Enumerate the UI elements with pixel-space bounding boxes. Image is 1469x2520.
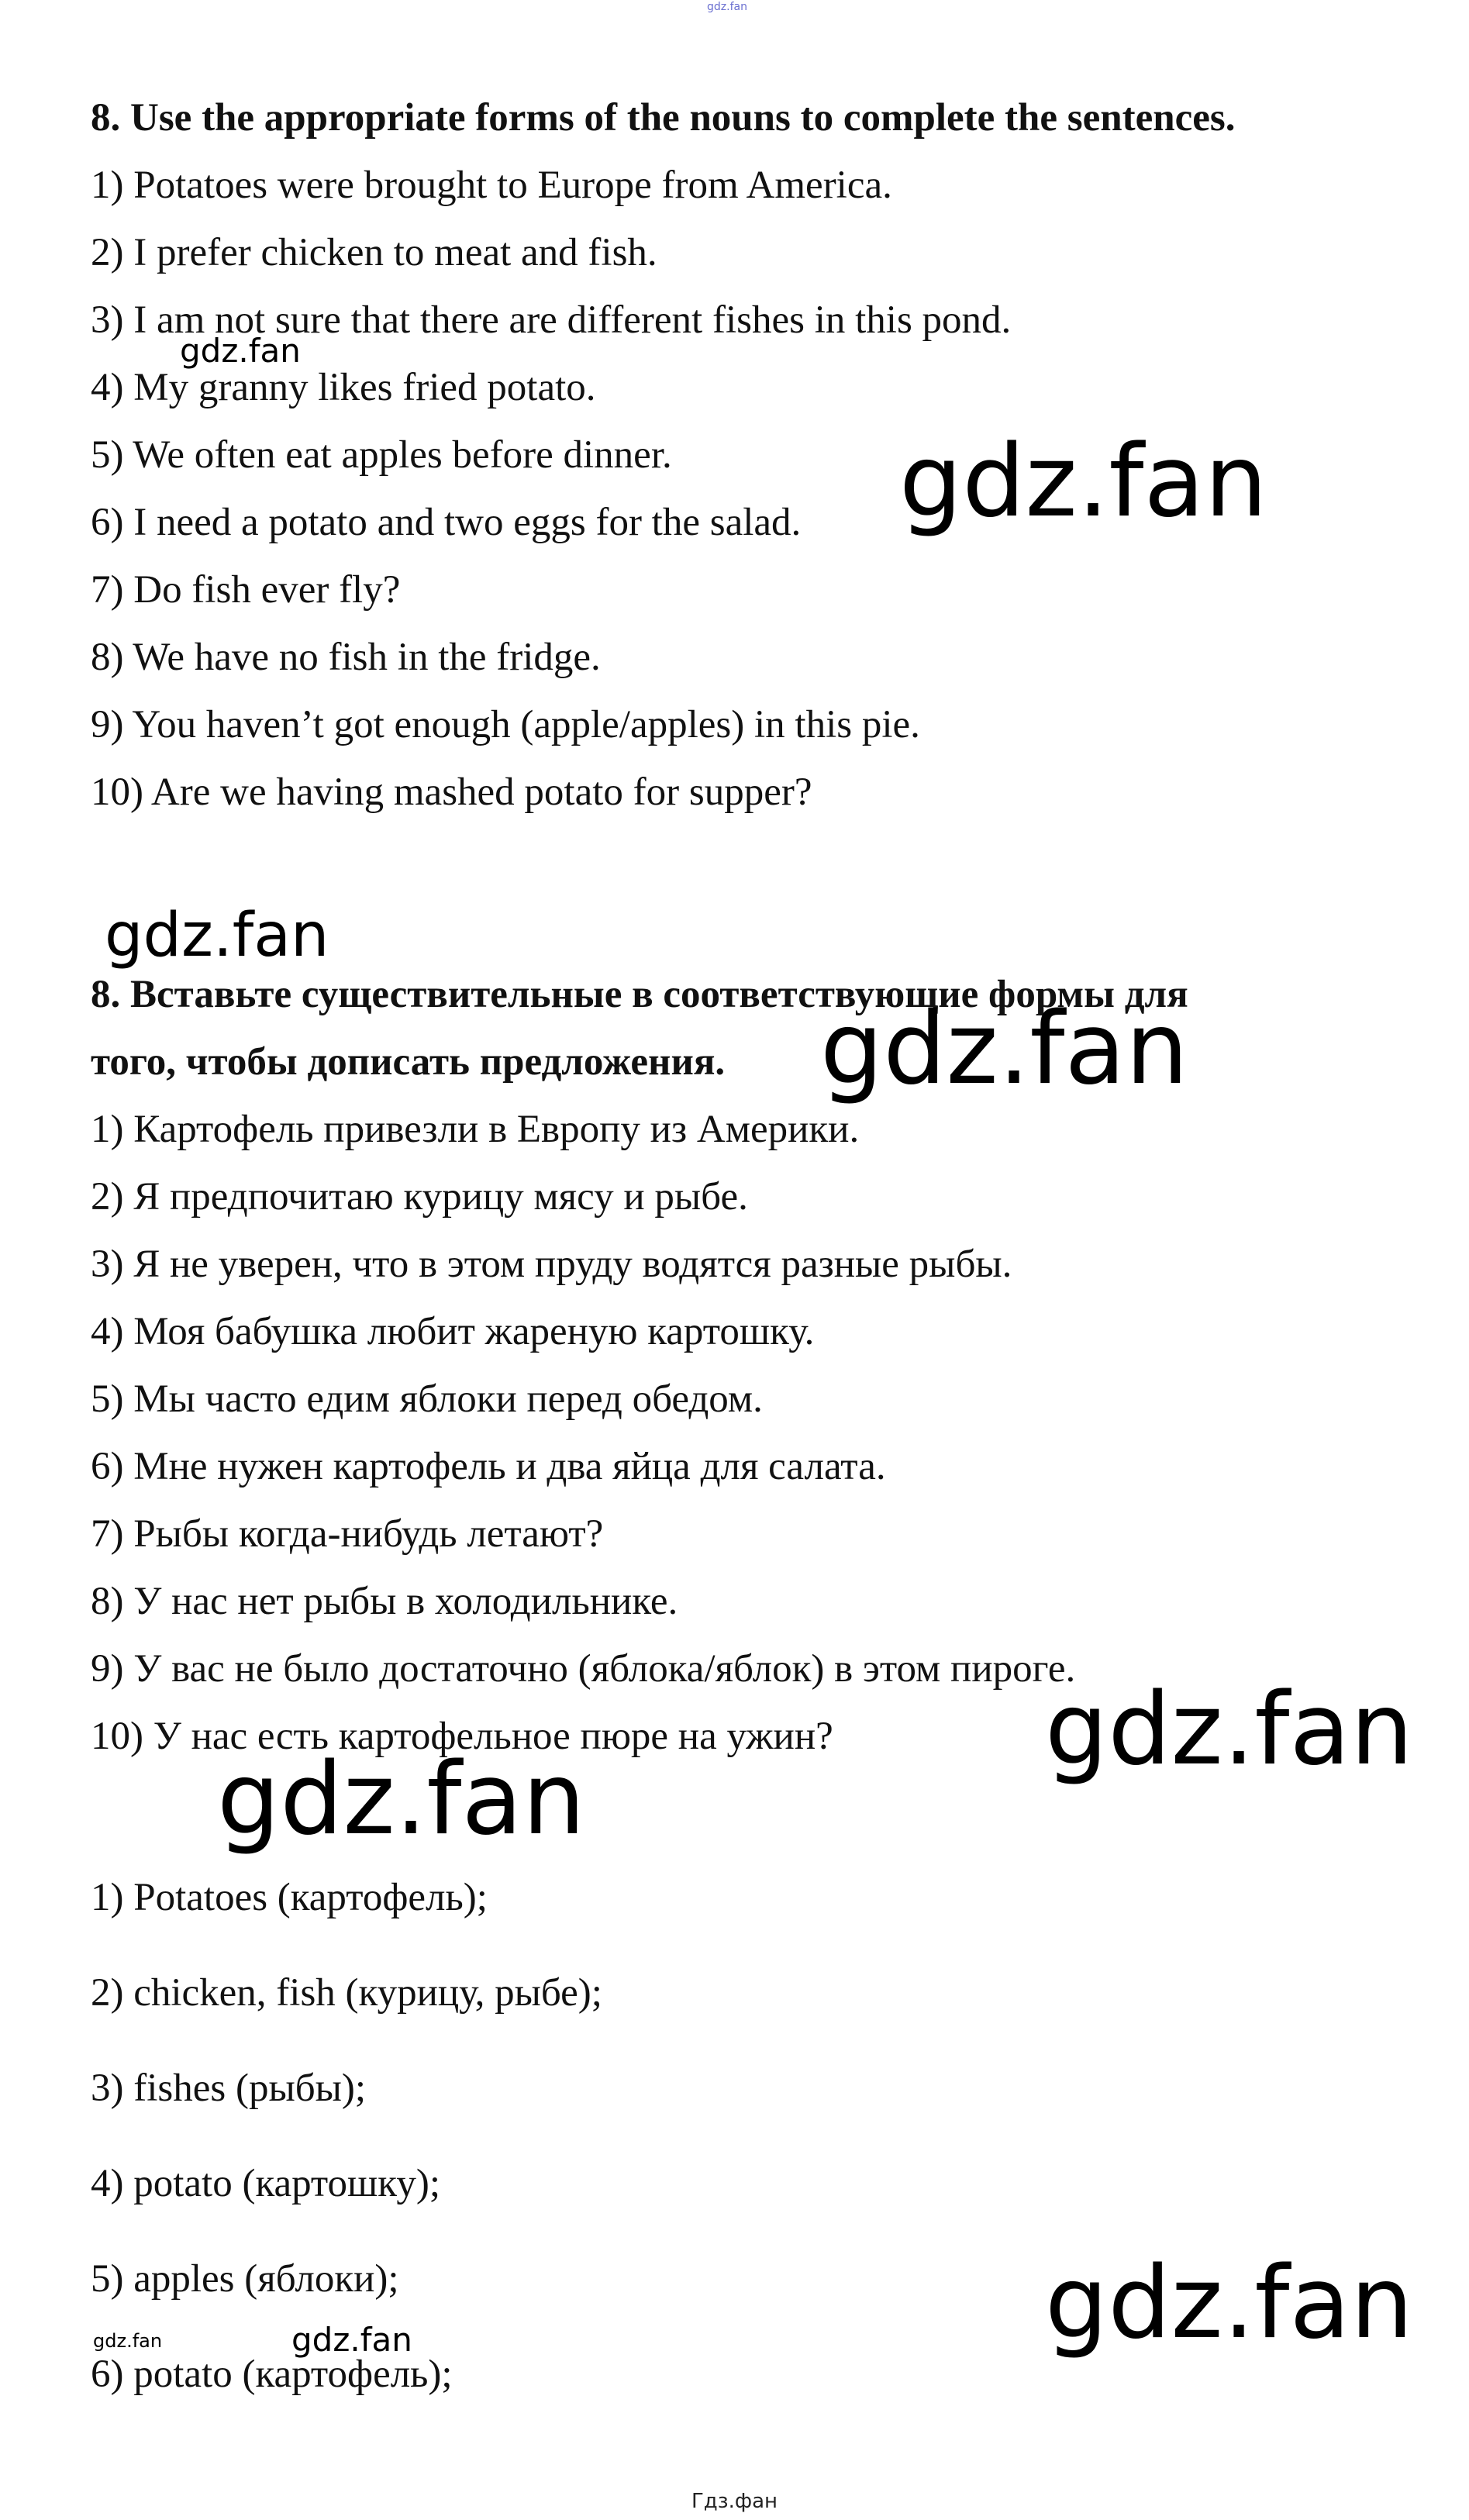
russian-sentence-5: 5) Мы часто едим яблоки перед обедом.: [91, 1377, 763, 1421]
russian-sentence-9: 9) У вас не было достаточно (яблока/яблок) в этом пироге.: [91, 1647, 1076, 1691]
english-sentence-5: 5) We often eat apples before dinner.: [91, 433, 672, 477]
russian-sentence-7: 7) Рыбы когда-нибудь летают?: [91, 1512, 604, 1556]
russian-sentence-4: 4) Моя бабушка любит жареную картошку.: [91, 1310, 815, 1353]
english-sentence-9: 9) You haven’t got enough (apple/apples) in this pie.: [91, 703, 920, 746]
english-heading: 8. Use the appropriate forms of the nouns to complete the sentences.: [91, 96, 1236, 140]
russian-sentence-3: 3) Я не уверен, что в этом пруду водятся разные рыбы.: [91, 1243, 1012, 1286]
answer-1: 1) Potatoes (картофель);: [91, 1876, 488, 1919]
answer-2: 2) chicken, fish (курицу, рыбе);: [91, 1971, 602, 2015]
english-sentence-6: 6) I need a potato and two eggs for the salad.: [91, 501, 802, 544]
watermark: gdz.fan: [105, 901, 329, 970]
russian-heading-line2: того, чтобы дописать предложения.: [91, 1040, 726, 1084]
watermark: gdz.fan: [93, 2330, 163, 2352]
english-sentence-2: 2) I prefer chicken to meat and fish.: [91, 231, 657, 274]
watermark: gdz.fan: [899, 424, 1267, 540]
watermark: gdz.fan: [1045, 2246, 1413, 2361]
footer-watermark: Гдз.фан: [691, 2490, 778, 2513]
english-sentence-4: 4) My granny likes fried potato.: [91, 366, 596, 409]
russian-heading-line1: 8. Вставьте существительные в соответствующие формы для: [91, 973, 1188, 1016]
english-sentence-7: 7) Do fish ever fly?: [91, 568, 401, 612]
answer-3: 3) fishes (рыбы);: [91, 2067, 367, 2110]
english-sentence-10: 10) Are we having mashed potato for supper?: [91, 770, 812, 814]
watermark: gdz.fan: [291, 2321, 412, 2359]
russian-sentence-8: 8) У нас нет рыбы в холодильнике.: [91, 1580, 678, 1623]
answer-4: 4) potato (картошку);: [91, 2162, 441, 2205]
english-sentence-8: 8) We have no fish in the fridge.: [91, 636, 601, 679]
english-sentence-1: 1) Potatoes were brought to Europe from America.: [91, 164, 892, 207]
watermark: gdz.fan: [1045, 1672, 1413, 1787]
answer-5: 5) apples (яблоки);: [91, 2257, 399, 2301]
watermark: gdz.fan: [217, 1742, 585, 1857]
russian-sentence-1: 1) Картофель привезли в Европу из Америки.: [91, 1108, 860, 1151]
watermark: gdz.fan: [180, 332, 301, 370]
english-sentence-3: 3) I am not sure that there are different fishes in this pond.: [91, 298, 1012, 342]
russian-sentence-6: 6) Мне нужен картофель и два яйца для салата.: [91, 1445, 886, 1488]
answer-6: 6) potato (картофель);: [91, 2353, 453, 2396]
russian-sentence-10: 10) У нас есть картофельное пюре на ужин?: [91, 1715, 833, 1758]
header-watermark: gdz.fan: [707, 1, 747, 13]
russian-sentence-2: 2) Я предпочитаю курицу мясу и рыбе.: [91, 1175, 748, 1219]
watermark: gdz.fan: [820, 991, 1188, 1107]
